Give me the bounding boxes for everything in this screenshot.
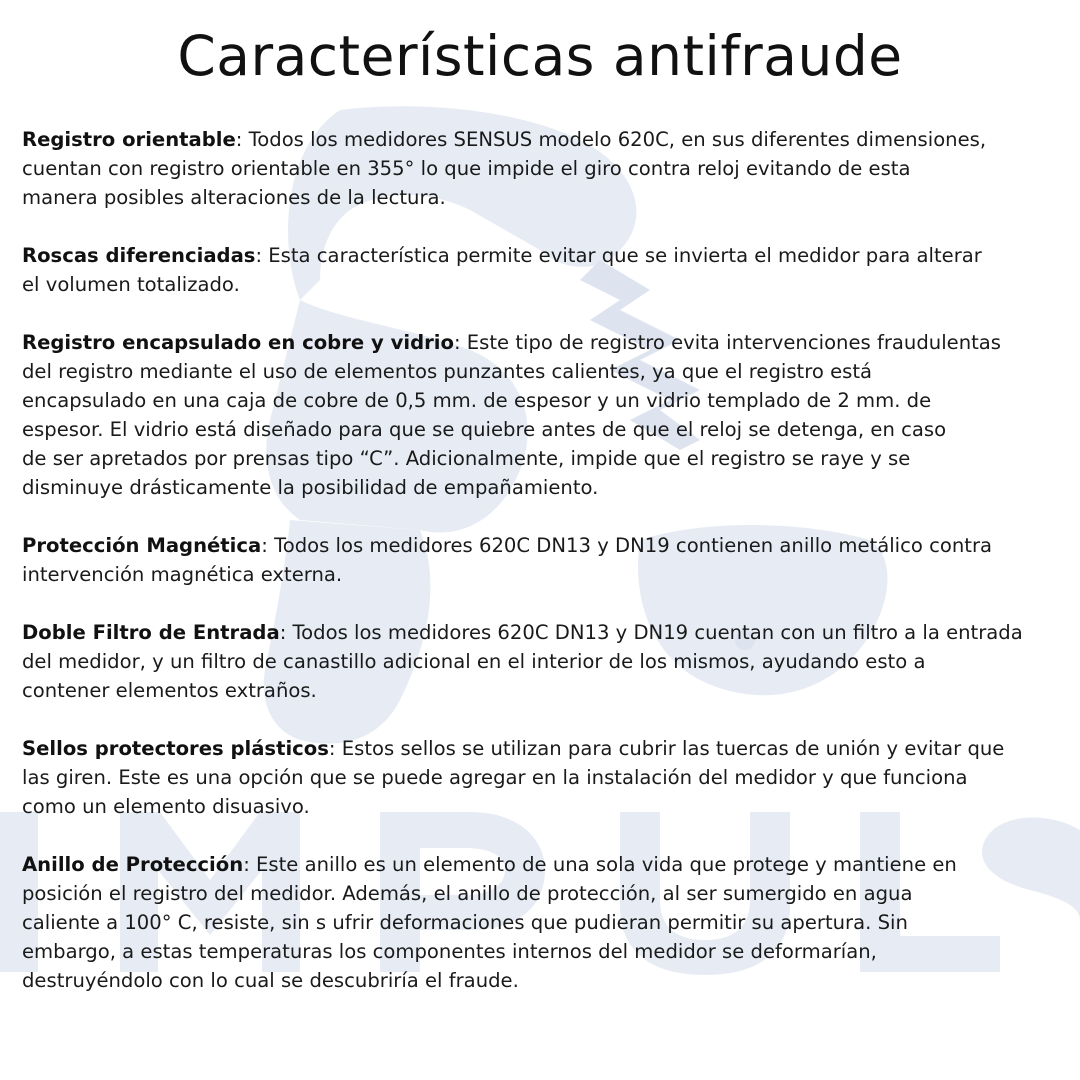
feature-text: : Todos los medidores 620C DN13 y DN19 cuentan con un filtro a la entrada [279, 621, 1023, 644]
feature-line: como un elemento disuasivo. [22, 795, 310, 818]
feature-term: Registro encapsulado en cobre y vidrio [22, 331, 454, 354]
feature-text: : Todos los medidores 620C DN13 y DN19 contienen anillo metálico contra [261, 534, 993, 557]
feature-line [22, 328, 1062, 357]
feature-line [22, 125, 1062, 154]
page-title: Características antifraude [177, 24, 903, 88]
feature-line: encapsulado en una caja de cobre de 0,5 mm. de espesor y un vidrio templado de 2 mm. de [22, 389, 932, 412]
feature-registro-orientable [22, 125, 1062, 212]
feature-line: cuentan con registro orientable en 355° lo que impide el giro contra reloj evitando de esta [22, 157, 911, 180]
feature-line [22, 734, 1062, 763]
feature-doble-filtro [22, 618, 1062, 705]
feature-line: el volumen totalizado. [22, 273, 240, 296]
feature-roscas-diferenciadas [22, 241, 1062, 299]
feature-line: disminuye drásticamente la posibilidad de empañamiento. [22, 476, 599, 499]
feature-line [22, 531, 1062, 560]
feature-text: : Estos sellos se utilizan para cubrir las tuercas de unión y evitar que [328, 737, 1005, 760]
feature-term: Roscas diferenciadas [22, 244, 256, 267]
feature-term: Doble Filtro de Entrada [22, 621, 280, 644]
feature-registro-encapsulado [22, 328, 1062, 502]
feature-text: : Todos los medidores SENSUS modelo 620C, en sus diferentes dimensiones, [235, 128, 987, 151]
feature-term: Protección Magnética [22, 534, 262, 557]
feature-line [22, 241, 1062, 270]
feature-line: de ser apretados por prensas tipo “C”. Adicionalmente, impide que el registro se raye y se [22, 447, 911, 470]
feature-sellos-protectores [22, 734, 1062, 821]
feature-text: : Esta característica permite evitar que se invierta el medidor para alterar [255, 244, 982, 267]
feature-line: intervención magnética externa. [22, 563, 343, 586]
feature-term: Anillo de Protección [22, 853, 244, 876]
feature-line: manera posibles alteraciones de la lectura. [22, 186, 446, 209]
feature-line: caliente a 100° C, resiste, sin s ufrir deformaciones que pudieran permitir su apertura. Sin [22, 911, 908, 934]
feature-line: destruyéndolo con lo cual se descubriría el fraude. [22, 969, 519, 992]
feature-line: contener elementos extraños. [22, 679, 317, 702]
feature-line: posición el registro del medidor. Además, el anillo de protección, al ser sumergido en agua [22, 882, 913, 905]
feature-text: : Este anillo es un elemento de una sola vida que protege y mantiene en [243, 853, 957, 876]
feature-line [22, 850, 1062, 879]
feature-term: Sellos protectores plásticos [22, 737, 329, 760]
feature-line: del registro mediante el uso de elementos punzantes calientes, ya que el registro está [22, 360, 873, 383]
feature-line [22, 618, 1062, 647]
feature-term: Registro orientable [22, 128, 236, 151]
feature-line: del medidor, y un filtro de canastillo adicional en el interior de los mismos, ayudando esto a [22, 650, 926, 673]
feature-proteccion-magnetica [22, 531, 1062, 589]
feature-line: embargo, a estas temperaturas los componentes internos del medidor se deformarían, [22, 940, 877, 963]
feature-text: : Este tipo de registro evita intervenciones fraudulentas [453, 331, 1002, 354]
feature-line: las giren. Este es una opción que se puede agregar en la instalación del medidor y que funciona [22, 766, 968, 789]
feature-line: espesor. El vidrio está diseñado para que se quiebre antes de que el reloj se detenga, en caso [22, 418, 947, 441]
feature-list [22, 125, 1062, 1024]
feature-anillo-proteccion [22, 850, 1062, 995]
